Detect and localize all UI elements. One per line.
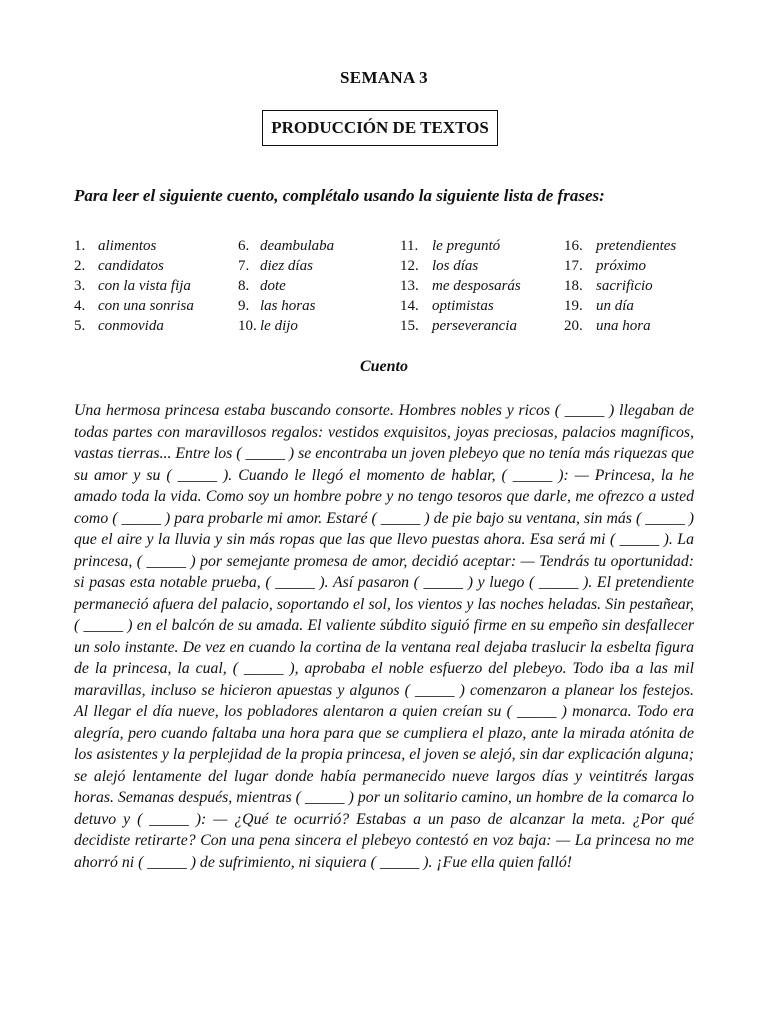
item-text: una hora bbox=[596, 318, 651, 334]
item-text: sacrificio bbox=[596, 278, 653, 294]
item-number: 3. bbox=[74, 278, 86, 294]
item-number: 1. bbox=[74, 238, 86, 254]
item-number: 9. bbox=[238, 298, 250, 314]
word-list-item bbox=[400, 276, 521, 296]
word-list-item bbox=[74, 316, 164, 336]
word-list-item bbox=[238, 256, 313, 276]
word-list-item bbox=[238, 316, 298, 336]
story-title: Cuento bbox=[359, 358, 408, 375]
word-list-item bbox=[400, 256, 478, 276]
item-number: 14. bbox=[400, 298, 419, 314]
item-number: 6. bbox=[238, 238, 250, 254]
item-text: pretendientes bbox=[596, 238, 677, 254]
item-text: un día bbox=[596, 298, 634, 314]
word-list-row bbox=[74, 236, 714, 256]
item-text: perseverancia bbox=[432, 318, 517, 334]
item-number: 12. bbox=[400, 258, 419, 274]
word-list-item bbox=[74, 256, 164, 276]
item-text: conmovida bbox=[98, 318, 164, 334]
item-text: le preguntó bbox=[432, 238, 501, 254]
word-list-row bbox=[74, 316, 714, 336]
section-title-box bbox=[262, 110, 498, 146]
word-list-item bbox=[74, 276, 191, 296]
story-paragraph: Una hermosa princesa estaba buscando consorte. Hombres nobles y ricos ( _____ ) llegaban de todas partes con maravillosos regalos: vestidos exquisitos, joyas preciosas, palacios magníficos, vastas tierras... Entre los ( _____ ) se encontraba un joven plebeyo que no tenía más riquezas que su amor y su ( _____ ). Cuando le llegó el momento de hablar, ( _____ ): — Princesa, la he amado toda la vida. Como soy un hombre pobre y no tengo tesoros que darle, me ofrezco a usted como ( _____ ) para probarle mi amor. Estaré ( _____ ) de pie bajo su ventana, sin más ( _____ ) que el aire y la lluvia y sin más ropas que las que llevo puestas ahora. Esa será mi ( _____ ). La princesa, ( _____ ) por semejante promesa de amor, decidió aceptar: — Tendrás tu oportunidad: si pasas esta notable prueba, ( _____ ). Así pasaron ( _____ ) y luego ( _____ ). El pretendiente permaneció afuera del palacio, soportando el sol, los vientos y las noches heladas. Sin pestañear, ( _____ ) en el balcón de su amada. El valiente súbdito siguió firme en su empeño sin desfallecer un solo instante. De vez en cuando la cortina de la ventana real dejaba traslucir la esbelta figura de la princesa, la cual, ( _____ ), aprobaba el noble esfuerzo del plebeyo. Todo iba a las mil maravillas, incluso se hicieron apuestas y algunos ( _____ ) comenzaron a planear los festejos. Al llegar el día nueve, los pobladores alentaron a quien creían su ( _____ ) monarca. Todo era alegría, pero cuando faltaba una hora para que se cumpliera el plazo, ante la mirada atónita de los asistentes y la perplejidad de la propia princesa, el joven se alejó, sin dar explicación alguna; se alejó lentamente del lugar donde había permanecido nueve largos días y veintitrés largas horas. Semanas después, mientras ( _____ ) por un solitario camino, un hombre de la comarca lo detuvo y ( _____ ): — ¿Qué te ocurrió? Estabas a un paso de alcanzar la meta. ¿Por qué decidiste retirarte? Con una pena sincera el plebeyo contestó en voz baja: — La princesa no me ahorró ni ( _____ ) de sufrimiento, ni siquiera ( _____ ). ¡Fue ella quien falló! bbox=[74, 402, 694, 871]
item-number: 4. bbox=[74, 298, 86, 314]
item-text: alimentos bbox=[98, 238, 157, 254]
word-list-item bbox=[238, 276, 286, 296]
item-number: 19. bbox=[564, 298, 583, 314]
word-list-item bbox=[238, 296, 315, 316]
word-list-item bbox=[564, 256, 646, 276]
item-number: 10. bbox=[238, 318, 257, 334]
word-list-item bbox=[74, 296, 194, 316]
item-text: con una sonrisa bbox=[98, 298, 194, 314]
word-list-item bbox=[238, 236, 334, 256]
item-number: 5. bbox=[74, 318, 86, 334]
item-number: 13. bbox=[400, 278, 419, 294]
word-list-item bbox=[564, 236, 676, 256]
item-text: me desposarás bbox=[432, 278, 521, 294]
word-list bbox=[74, 236, 714, 336]
item-number: 17. bbox=[564, 258, 583, 274]
item-number: 15. bbox=[400, 318, 419, 334]
word-list-row bbox=[74, 256, 714, 276]
item-number: 8. bbox=[238, 278, 250, 294]
item-text: optimistas bbox=[432, 298, 494, 314]
item-text: candidatos bbox=[98, 258, 164, 274]
item-text: los días bbox=[432, 258, 479, 274]
item-text: le dijo bbox=[260, 318, 298, 334]
item-text: próximo bbox=[596, 258, 646, 274]
word-list-item bbox=[400, 236, 500, 256]
item-number: 11. bbox=[400, 238, 419, 254]
word-list-item bbox=[400, 316, 517, 336]
item-number: 7. bbox=[238, 258, 250, 274]
item-number: 18. bbox=[564, 278, 583, 294]
word-list-item bbox=[74, 236, 156, 256]
item-number: 20. bbox=[564, 318, 583, 334]
item-text: las horas bbox=[260, 298, 316, 314]
word-list-item bbox=[564, 316, 651, 336]
item-text: deambulaba bbox=[260, 238, 335, 254]
instruction-text: Para leer el siguiente cuento, complétalo usando la siguiente lista de frases: bbox=[74, 186, 605, 205]
item-text: con la vista fija bbox=[98, 278, 191, 294]
week-heading: SEMANA 3 bbox=[340, 68, 428, 87]
item-number: 2. bbox=[74, 258, 86, 274]
item-text: dote bbox=[260, 278, 286, 294]
word-list-row bbox=[74, 296, 714, 316]
item-text: diez días bbox=[260, 258, 313, 274]
section-title: PRODUCCIÓN DE TEXTOS bbox=[271, 118, 489, 137]
item-number: 16. bbox=[564, 238, 583, 254]
word-list-item bbox=[400, 296, 494, 316]
word-list-row bbox=[74, 276, 714, 296]
word-list-item bbox=[564, 296, 634, 316]
word-list-item bbox=[564, 276, 653, 296]
